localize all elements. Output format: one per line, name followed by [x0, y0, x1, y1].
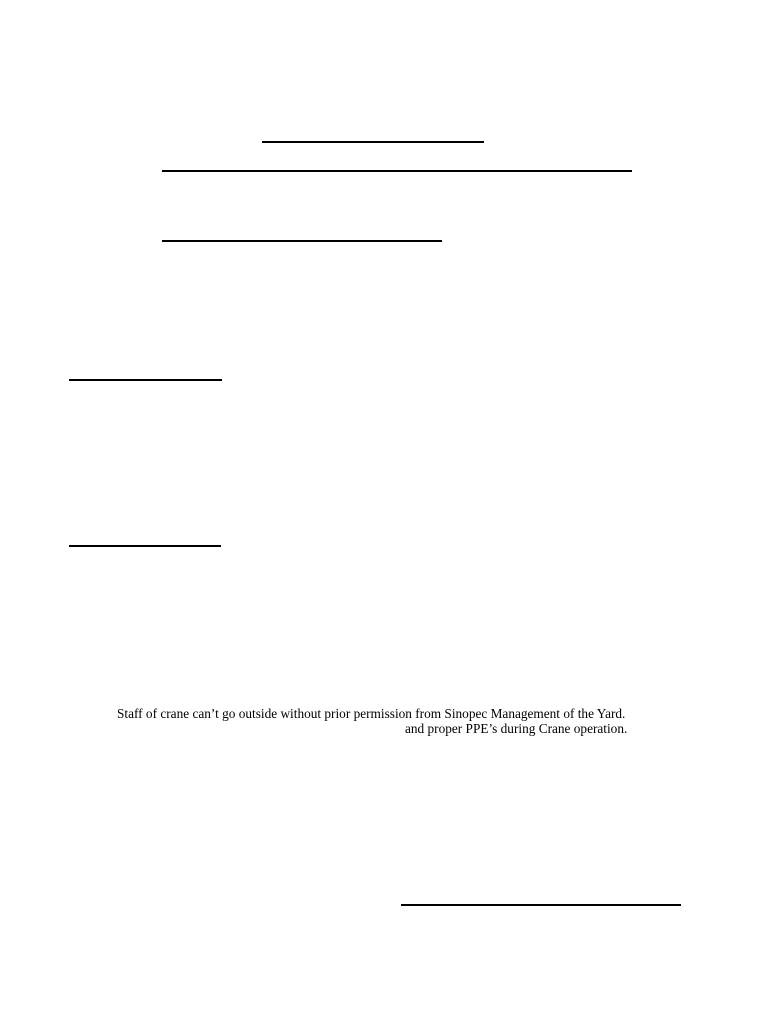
heading-underline	[162, 240, 442, 242]
body-text-line-2: and proper PPE’s during Crane operation.	[405, 721, 628, 736]
title-underline	[262, 141, 484, 143]
subtitle-underline	[162, 170, 632, 172]
section-heading-underline-2	[69, 545, 221, 547]
section-heading-underline-1	[69, 379, 222, 381]
signature-line	[401, 904, 681, 906]
body-text-line-1: Staff of crane can’t go outside without prior permission from Sinopec Management of the Yard.	[117, 706, 626, 721]
